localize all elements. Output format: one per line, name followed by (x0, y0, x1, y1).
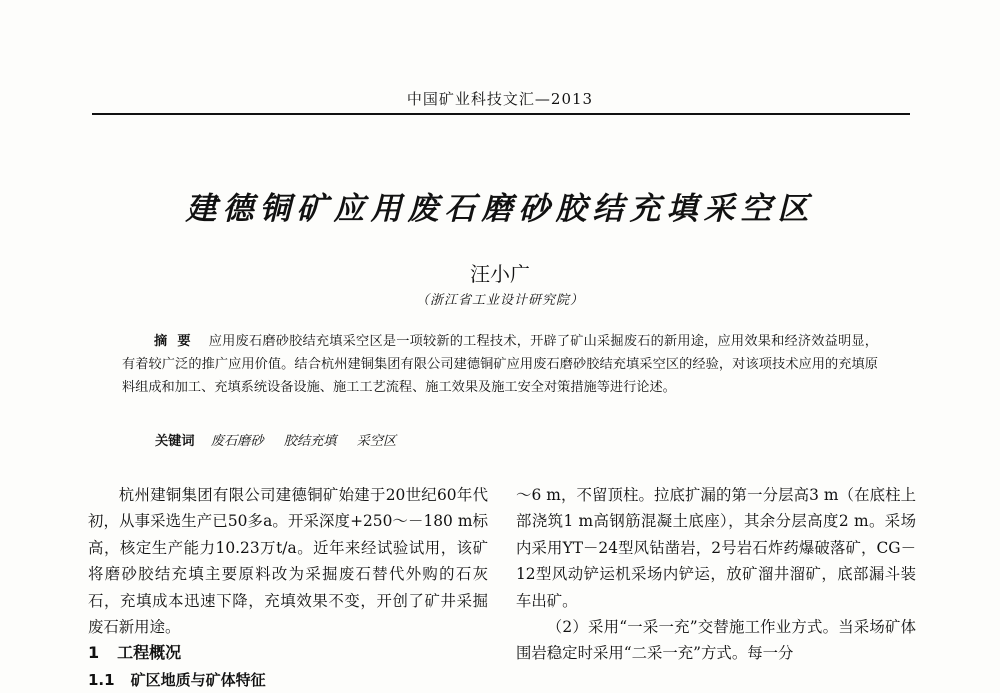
abstract-label: 摘要 (154, 334, 201, 349)
left-column (88, 482, 488, 693)
section-title: 工程概况 (117, 643, 182, 663)
intro-paragraph: 杭州建铜集团有限公司建德铜矿始建于20世纪60年代初，从事采选生产已50多a。开采深度+250～－180 m标高，核定生产能力10.23万t/a。近年来经试验试用，该矿将磨砂胶结充填主要原料改为采掘废石替代外购的石灰石，充填成本迅速下降，充填效果不变，开创了矿井采掘废石新用途。 (88, 486, 488, 637)
keywords (155, 430, 412, 449)
abstract (122, 330, 878, 399)
subsection-title: 矿区地质与矿体特征 (130, 670, 266, 689)
keywords-label: 关键词 (155, 434, 195, 449)
keyword: 胶结充填 (283, 434, 337, 449)
article-title: 建德铜矿应用废石磨砂胶结充填采空区 (185, 191, 815, 227)
subsection-number: 1.1 (88, 670, 115, 689)
header-rule (92, 113, 910, 115)
author-name: 汪小广 (470, 262, 530, 286)
body-paragraph: （2）采用“一采一充”交替施工作业方式。当采场矿体围岩稳定时采用“二采一充”方式。每一分 (516, 618, 916, 663)
section-number: 1 (88, 643, 100, 663)
abstract-text: 应用废石磨砂胶结充填采空区是一项较新的工程技术，开辟了矿山采掘废石的新用途，应用效果和经济效益明显，有着较广泛的推广应用价值。结合杭州建铜集团有限公司建德铜矿应用废石磨砂胶结充填采空区的经验，对该项技术应用的充填原料组成和加工、充填系统设备设施、施工工艺流程、施工效果及施工安全对策措施等进行论述。 (122, 334, 878, 395)
author-affiliation: （浙江省工业设计研究院） (415, 293, 584, 308)
keyword: 采空区 (356, 434, 397, 449)
section-heading (88, 640, 488, 666)
body-paragraph: ～6 m，不留顶柱。拉底扩漏的第一分层高3 m（在底柱上部浇筑1 m高钢筋混凝土底座），其余分层高度2 m。采场内采用YT－24型风钻凿岩，2号岩石炸药爆破落矿，CG－12型风动铲运机采场内铲运，放矿溜井溜矿，底部漏斗装车出矿。 (516, 486, 916, 610)
subsection-heading (88, 667, 488, 693)
right-column (516, 482, 916, 667)
keyword: 废石磨砂 (210, 434, 264, 449)
journal-header: 中国矿业科技文汇—2013 (406, 90, 594, 108)
